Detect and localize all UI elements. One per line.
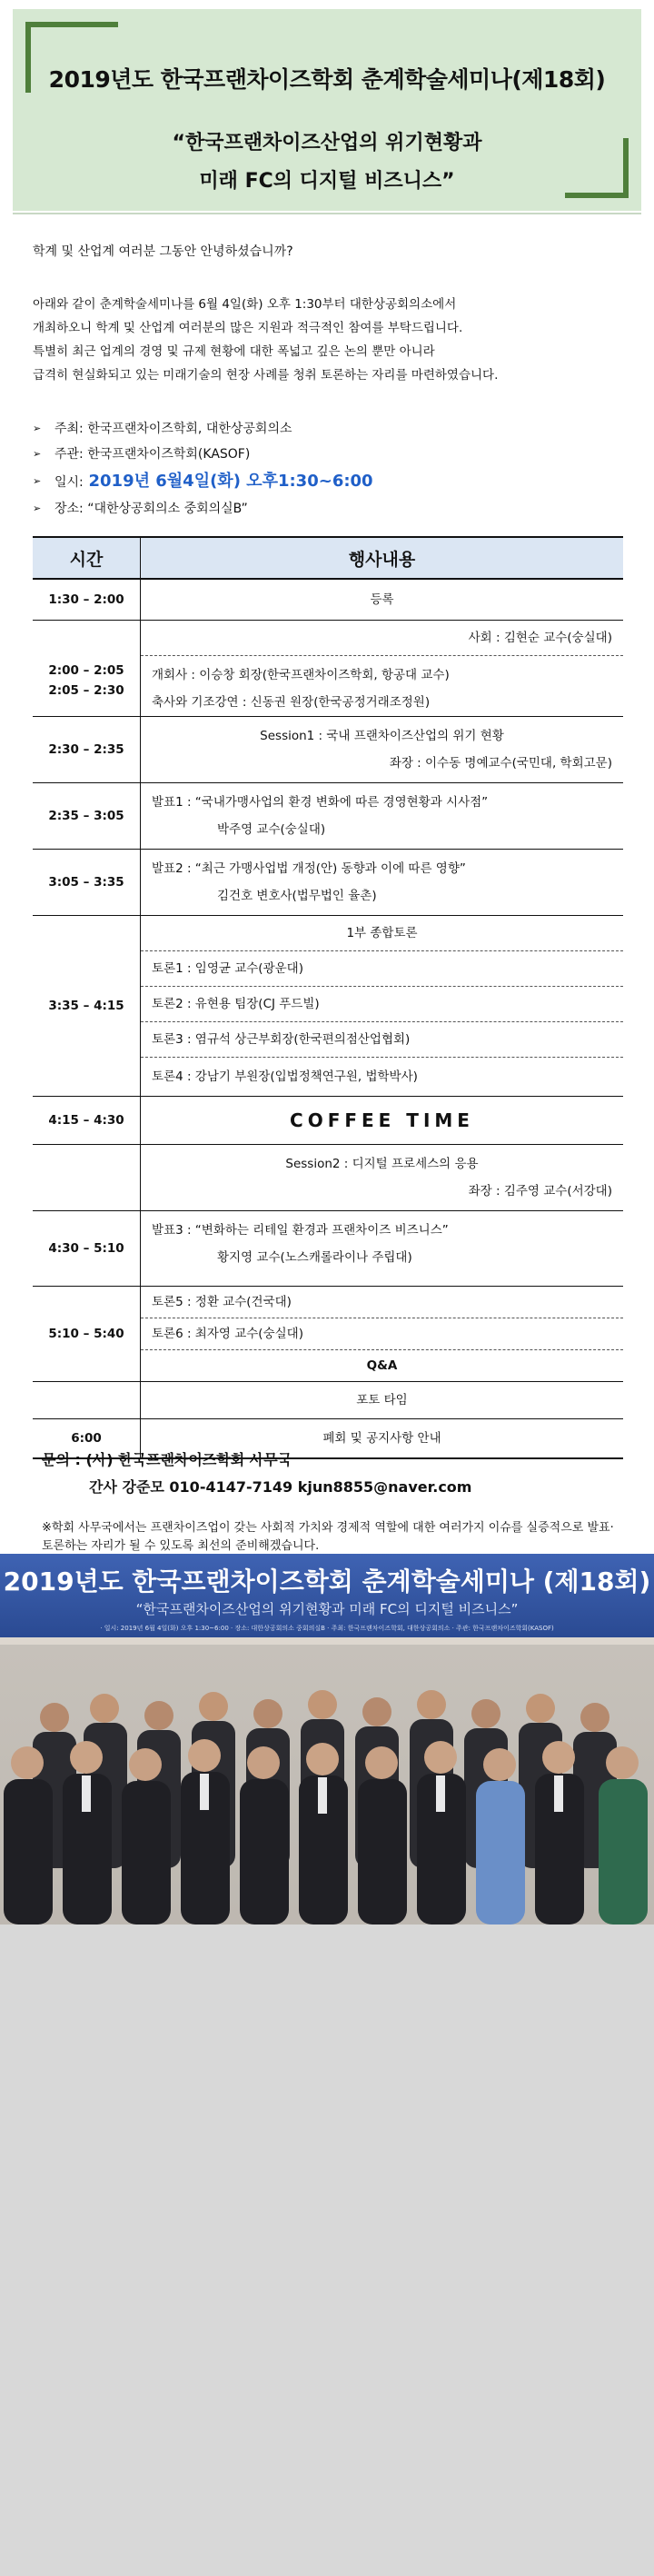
session2-title: Session2 : 디지털 프로세스의 응용 [285,1157,479,1171]
discussant4: 토론4 : 강남기 부원장(입법정책연구원, 법학박사) [152,1069,418,1084]
row-content [141,783,624,850]
row-time-b: 2:05 – 2:30 [48,682,124,698]
discussant1: 토론1 : 임영균 교수(광운대) [141,951,623,987]
info-organizer [33,442,632,467]
row-time: 4:30 – 5:10 [33,1211,141,1287]
table-row [33,1382,623,1419]
presentation3-title: 발표3 : “변화하는 리테일 환경과 프랜차이즈 비즈니스” [152,1223,449,1238]
table-row [33,783,623,850]
session2-chair: 좌장 : 김주영 교수(서강대) [468,1184,612,1198]
table-row [33,1145,623,1211]
row-time: 2:35 – 3:05 [33,783,141,850]
row-time [33,621,141,717]
presentation3-speaker: 황지영 교수(노스캐롤라이나 주립대) [217,1250,412,1265]
keynote-text: 축사와 기조강연 : 신동권 원장(한국공정거래조정원) [152,695,431,710]
row-time: 5:10 – 5:40 [33,1287,141,1382]
contact-block [42,1447,471,1501]
table-row [33,579,623,621]
row-time-empty [33,1382,141,1419]
presentation1-title: 발표1 : “국내가맹사업의 환경 변화에 따른 경영현황과 시사점” [152,795,489,810]
row-content [141,916,624,1097]
host-mc-text: 사회 : 김현순 교수(숭실대) [141,621,623,656]
row-content [141,1097,624,1145]
group-photo-illustration [0,1554,654,2576]
col-header-time: 시간 [33,537,141,579]
row-time: 3:35 – 4:15 [33,916,141,1097]
col-header-content: 행사내용 [141,537,624,579]
header-divider [13,213,641,214]
arrow-bullet-icon: ➢ [33,475,42,487]
row-time-a: 2:00 – 2:05 [48,662,124,678]
closing-text: 폐회 및 공지사항 안내 [322,1431,441,1446]
banner-details: · 일시: 2019년 6월 4일(화) 오후 1:30~6:00 · 장소: 대한상공회의소 중회의실B · 주최: 한국프랜차이즈학회, 대한상공회의소 · 주관: 한국프랜차이즈학회(KASOF) [100,1625,554,1632]
row-time: 3:05 – 3:35 [33,850,141,916]
date-label: 일시: [54,475,84,490]
table-row [33,717,623,783]
arrow-bullet-icon: ➢ [33,448,42,460]
greeting-text: 학계 및 산업계 여러분 그동안 안녕하셨습니까? [33,244,293,259]
row-time: 6:00 [33,1419,141,1459]
table-row [33,850,623,916]
row-content [141,621,624,717]
page-subtitle-line2: 미래 FC의 디지털 비즈니스” [199,170,455,193]
discussant6: 토론6 : 최자영 교수(숭실대) [141,1318,623,1350]
intro-paragraph [33,293,632,387]
session1-chair: 좌장 : 이수동 명예교수(국민대, 학회고문) [389,756,612,771]
page-title: 2019년도 한국프랜차이즈학회 춘계학술세미나(제18회) [48,66,606,93]
event-info-list [33,416,632,522]
row-content [141,717,624,783]
intro-line: 개최하오니 학계 및 산업계 여러분의 많은 지원과 적극적인 참여를 부탁드립니다. [33,321,463,335]
banner-title: 2019년도 한국프랜차이즈학회 춘계학술세미나 (제18회) [3,1566,651,1596]
row-time: 2:30 – 2:35 [33,717,141,783]
closing-note: ※학회 사무국에서는 프랜차이즈업이 갖는 사회적 가치와 경제적 역할에 대한 여러가지 이슈를 실증적으로 발표·토론하는 자리가 될 수 있도록 최선의 준비해겠습니다. [42,1521,614,1553]
date-value: 2019년 6월4일(화) 오후1:30~6:00 [88,472,373,491]
table-row [33,1287,623,1382]
venue-text: 장소: “대한상공회의소 중회의실B” [54,502,248,516]
discussant2: 토론2 : 유현용 팀장(CJ 푸드빌) [141,987,623,1022]
row-content [141,1211,624,1287]
session1-title: Session1 : 국내 프랜차이즈산업의 위기 현황 [260,729,504,743]
row-content [141,1287,624,1382]
discussant3: 토론3 : 염규석 상근부회장(한국편의점산업협회) [141,1022,623,1058]
arrow-bullet-icon: ➢ [33,502,42,514]
intro-line: 급격히 현실화되고 있는 미래기술의 현장 사례를 청취 토론하는 자리를 마련하였습니다. [33,368,499,383]
info-host [33,416,632,442]
row-content [141,579,624,621]
arrow-bullet-icon: ➢ [33,423,42,434]
contact-person: 간사 강준모 010-4147-7149 kjun8855@naver.com [89,1478,472,1496]
table-row [33,1097,623,1145]
row-time: 1:30 – 2:00 [33,579,141,621]
discussion1-title: 1부 종합토론 [141,916,623,951]
info-venue [33,496,632,522]
presentation2-speaker: 김건호 변호사(법무법인 율촌) [217,889,377,903]
contact-office: 문의 : (사) 한국프랜차이즈학회 사무국 [42,1451,292,1468]
host-text: 주최: 한국프랜차이즈학회, 대한상공회의소 [54,422,292,436]
row-time-empty [33,1145,141,1211]
intro-line: 아래와 같이 춘계학술세미나를 6월 4일(화) 오후 1:30부터 대한상공회의소에서 [33,297,457,312]
schedule-table [33,536,623,1459]
opening-address-text: 개회사 : 이승창 회장(한국프랜차이즈학회, 항공대 교수) [152,668,450,682]
row-content [141,1145,624,1211]
banner-subtitle: “한국프랜차이즈산업의 위기현황과 미래 FC의 디지털 비즈니스” [135,1601,519,1617]
table-row [33,916,623,1097]
info-date [33,467,632,496]
page-subtitle-line1: “한국프랜차이즈산업의 위기현황과 [172,132,482,154]
presentation1-speaker: 박주영 교수(숭실대) [217,822,326,837]
qna-text: Q&A [366,1358,398,1373]
crowd [4,1690,648,1925]
discussant5: 토론5 : 정환 교수(건국대) [141,1287,623,1318]
table-row [33,1211,623,1287]
presentation2-title: 발표2 : “최근 가맹사업법 개정(안) 동향과 이에 따른 영향” [152,861,466,876]
row-content [141,1382,624,1419]
intro-line: 특별히 최근 업계의 경영 및 규제 현황에 대한 폭넓고 깊은 논의 뿐만 아니라 [33,344,435,359]
table-row [33,621,623,717]
table-header-row [33,537,623,579]
registration-text: 등록 [370,592,394,607]
row-time: 4:15 – 4:30 [33,1097,141,1145]
coffee-break-text: COFFEE TIME [290,1109,474,1131]
group-photo [0,1554,654,2576]
organizer-text: 주관: 한국프랜차이즈학회(KASOF) [54,447,251,462]
row-content [141,850,624,916]
photo-time-text: 포토 타임 [356,1393,408,1407]
header-banner [13,9,641,211]
